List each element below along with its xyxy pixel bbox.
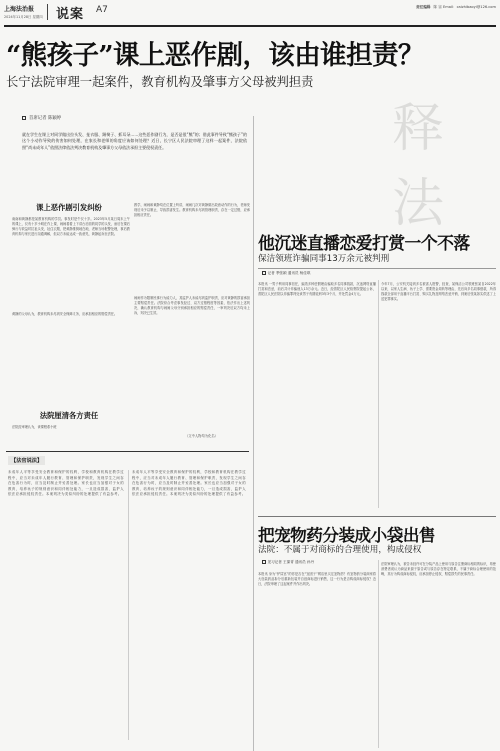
judge-comment-text-col2: 未成年人平等享受安全教育和保护的权利，学校和教育机构在教学过程中，应当对未成年人履行教育、管理和保护职责，发现学生之间存在危害行为时，应当及时制止并妥善处理。家长也应当加强对子女的教育，培养孩子的规则意识和同伴相处能力，一旦造成损害，监护人依法应承担侵权责任。本案判决为类似纠纷的处理提供了有益参考。	[132, 470, 246, 497]
judge-comment-divider	[128, 470, 129, 740]
masthead-rule	[4, 25, 496, 27]
section-name: 说案	[56, 7, 85, 22]
col1-text-end: 法院经审理认为，该课程系小班	[12, 425, 57, 429]
story3-subhead: 法院：不属于对商标的合理使用，构成侵权	[258, 545, 422, 555]
col1-text-2: 黄静的父母认为，教育机构未尽到安全保障义务，应承担相应的赔偿责任。	[12, 312, 118, 316]
story2-subhead: 保洁领班诈骗同事13万余元被判刑	[258, 254, 390, 264]
story2-text-col2: 今年7月，公安机关接到多名被害人报警，经查，某保洁公司领班张某自2022年以来，以家人生病、孩子上学、需要资金周转等理由，先后向多名同事借款，所得钱款全部用于直播平台打赏、购买礼物及网络恋爱开销，到案后张某如实供述了上述犯罪事实。	[381, 282, 496, 302]
byline-square-icon	[22, 116, 26, 120]
deco-characters: 释法	[392, 99, 449, 234]
byline-square-icon	[262, 560, 266, 564]
masthead	[4, 3, 496, 23]
lead-intro: 就在学生在课上对同学做出拉头发、扯衣服、踢椅子、抓耳朵……这些恶作剧行为，是否是很“熊”的；借此事件导致“熊孩子”的这个小动作导致的伤害如何处理，在家长和老师的角度应该如何处理？近日，长宁区人民法院审理了这样一起案件，法院依照“尚未成年人”依照法律依法判决教育机构及肇事方父母依法承担主要侵权责任。	[22, 132, 247, 150]
col2-text-1: 教学，闹闹和黄静均在位置上听讲，闹闹几次对黄静做出故意动作的行为，老师发现后未予以制止，导致损害发生。教育机构未尽到管理职责，存在一定过错，应承担相应责任。	[134, 203, 250, 218]
byline-square-icon	[262, 271, 266, 275]
judge-comment-text-col1: 未成年人平等享受安全教育和保护的权利，学校和教育机构在教学过程中，应当对未成年人履行教育、管理和保护职责，发现学生之间存在危害行为时，应当及时制止并妥善处理。家长也应当加强对子女的教育，培养孩子的规则意识和同伴相处能力，一旦造成损害，监护人依法应承担侵权责任。本案判决为类似纠纷的处理提供了有益参考。	[8, 470, 124, 497]
story2-text-col1: 本报讯 一男子利用同事信任，编造多种虚假理由骗取多名同事钱款，沉迷网络直播打赏和恋爱，前后共计诈骗他人13万余元。近日，经普陀区人民检察院提起公诉，普陀区人民法院以诈骗罪判处该男子有期徒刑3年3个月，并处罚金4万元。	[258, 282, 376, 297]
judge-comment-box	[6, 451, 249, 749]
col1-subheading-1: 课上恶作剧引发纠纷	[36, 203, 102, 212]
story3-col-divider	[378, 560, 379, 748]
judge-comment-title-text: 法官说法	[16, 458, 37, 464]
lead-headline: “熊孩子”课上恶作剧，该由谁担责？	[6, 40, 424, 71]
col2-names-note: （文中人物均为化名）	[185, 434, 218, 438]
story3-text-col1: 本报讯 身为“铲屎官”的你是否在“宠团子”网店里买过宠物药？有宠物药分装商家将大包装药品拆分后重新包装并自创商标进行销售，这一行为是否构成商标侵权？近日，法院审理了这起案件并作出判决。	[258, 572, 376, 587]
column-divider	[253, 116, 254, 751]
story3-headline: 把宠物药分装成小袋出售	[258, 525, 436, 545]
story2-headline: 他沉迷直播恋爱打赏一个不落	[258, 233, 470, 253]
lead-subhead: 长宁法院审理一起案件，教育机构及肇事方父母被判担责	[6, 75, 314, 89]
newspaper-name: 上海法治报	[4, 6, 35, 13]
editor-info: 陈 宙 Email：caizhibaoyi@126.com	[433, 5, 496, 9]
lead-byline	[22, 115, 61, 121]
col2-text-2: 闹闹作为限制民事行为能力人，其监护人未能尽到监护职责，应对黄静的损害承担主要赔偿责任。法院综合考虑事发经过、双方过错程度等因素，依法作出上述判决，确认教育机构与闹闹父母分别承担相应的赔偿责任，一审判决后双方均未上诉，判决已生效。	[134, 296, 250, 316]
editor-label: 责任编辑	[416, 5, 431, 9]
story2-byline	[262, 271, 310, 276]
story3-byline	[262, 560, 314, 565]
story2-rule	[258, 268, 496, 269]
issue-date: 2024年11月28日 星期四	[4, 15, 43, 19]
page-number: A7	[96, 5, 108, 15]
judge-comment-title: 【法官说法】	[8, 456, 45, 465]
story3-top-rule	[258, 516, 496, 517]
story3-text-col2: 法院审理认为，被告未经许可在分装产品上使用与原告注册商标相同的标识，易使消费者误认为商品来源于原告或与原告存在特定联系，不属于商标合理使用的范畴，其行为构成商标侵权，应承担停止侵权、赔偿损失的民事责任。	[381, 562, 496, 577]
masthead-divider	[47, 4, 48, 20]
story2-byline-text: 记者 季张颖 通讯员 杨佳琪	[267, 271, 311, 276]
editor-block	[346, 5, 496, 10]
byline-text: 首席记者 陈颖婷	[29, 116, 62, 121]
col1-subheading-2: 法院厘清各方责任	[39, 411, 99, 420]
col1-text-1: 南南和黄静都是某教育机构的学员。事发时是午仅十岁。2023年5月某日周末上午的课上，仅有十岁小明在作上课，闹闹看着上下讲台后面的同学的头发，而后在课后骑行与收益时拉扯头发，扯住衣服，把黄静推倒地在地，老师当场报警处理，事后教育机构与家长进行沟通调解，但双方未能达成一致意见，黄静起诉至法院。	[12, 217, 130, 237]
story3-byline-text: 见习记者 王葆青 通讯员 孙丹	[267, 560, 315, 565]
story2-col-divider	[378, 280, 379, 508]
